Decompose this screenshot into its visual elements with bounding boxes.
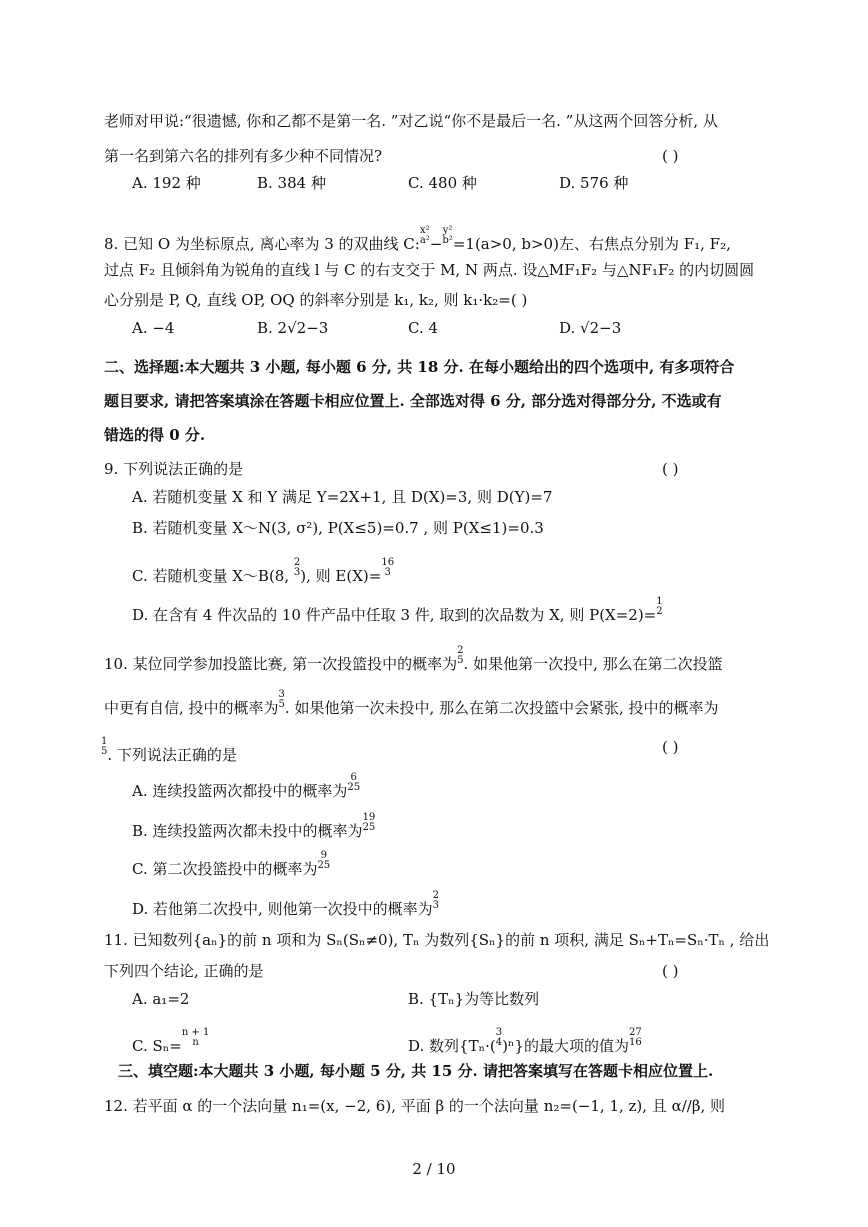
frac-den: 5	[101, 746, 108, 757]
fraction	[656, 597, 662, 617]
frac-num: 3	[495, 1027, 503, 1038]
q12-line: 12. 若平面 α 的一个法向量 n₁=(x, −2, 6), 平面 β 的一个法向量 n₂=(−1, 1, z), 且 α//β, 则	[104, 1097, 726, 1115]
frac-num: y²	[442, 225, 453, 236]
fraction	[347, 773, 360, 793]
q8-option-b: B. 2√2−3	[257, 319, 329, 337]
q10-line1	[104, 646, 723, 674]
q8-frac-x	[420, 226, 430, 246]
q9-stem: 9. 下列说法正确的是	[104, 460, 244, 478]
frac-num: 9	[320, 850, 328, 861]
q10-option-c	[132, 851, 330, 879]
q8-line1-end: =1(a>0, b>0)左、右焦点分别为 F₁, F₂,	[452, 235, 731, 253]
q9-answer-paren: ( )	[662, 460, 679, 478]
fraction	[101, 737, 107, 757]
q11-line2: 下列四个结论, 正确的是	[104, 962, 264, 980]
text: C. Sₙ=	[132, 1037, 182, 1055]
q11-line1: 11. 已知数列{aₙ}的前 n 项和为 Sₙ(Sₙ≠0), Tₙ 为数列{Sₙ}的前 n 项积, 满足 Sₙ+Tₙ=Sₙ·Tₙ , 给出	[104, 931, 770, 949]
text: . 如果他第一次未投中, 那么在第二次投篮中会紧张, 投中的概率为	[284, 699, 719, 717]
q8-line1: 8. 已知 O 为坐标原点, 离心率为 3 的双曲线 C: x² a² − y² b² =1(a>0, b>0)左、右焦点分别为 F₁, F₂,	[104, 225, 731, 253]
section3-heading: 三、填空题:本大题共 3 小题, 每小题 5 分, 共 15 分. 请把答案填写在答题卡相应位置上.	[118, 1062, 714, 1080]
q8-option-c: C. 4	[408, 319, 439, 337]
frac-num: 27	[628, 1027, 642, 1038]
fraction	[363, 813, 376, 833]
q11-option-d	[408, 1028, 642, 1056]
q10-option-b	[132, 813, 375, 841]
q11-answer-paren: ( )	[662, 962, 679, 980]
q7-option-a: A. 192 种	[132, 174, 201, 192]
frac-den: 2	[656, 606, 663, 617]
fraction	[317, 851, 330, 871]
frac-den: 5	[278, 699, 285, 710]
q11-option-c	[132, 1028, 209, 1056]
q8-line2: 过点 F₂ 且倾斜角为锐角的直线 l 与 C 的右支交于 M, N 两点. 设△MF₁F₂ 与△NF₁F₂ 的内切圆圆	[104, 261, 755, 279]
text: D. 若他第二次投中, 则他第一次投中的概率为	[132, 900, 433, 918]
frac-den: 3	[293, 567, 301, 578]
q8-option-a: A. −4	[132, 319, 175, 337]
fraction	[457, 646, 463, 666]
q7-line1: 老师对甲说:“很遗憾, 你和乙都不是第一名. ”对乙说“你不是最后一名. ”从这两个回答分析, 从	[104, 112, 718, 130]
fraction	[629, 1028, 642, 1048]
frac-num: 1	[101, 736, 108, 747]
q8-option-d: D. √2−3	[559, 319, 622, 337]
frac-den: n	[192, 1037, 199, 1048]
fraction	[496, 1028, 502, 1048]
frac-den: 25	[362, 822, 376, 833]
q7-option-b: B. 384 种	[257, 174, 326, 192]
text: 10. 某位同学参加投篮比赛, 第一次投篮投中的概率为	[104, 655, 458, 673]
text: 中更有自信, 投中的概率为	[104, 699, 279, 717]
q9-option-c	[132, 558, 394, 586]
frac-num: 1	[656, 596, 663, 607]
frac-num: 6	[350, 772, 357, 783]
q9-option-a: A. 若随机变量 X 和 Y 满足 Y=2X+1, 且 D(X)=3, 则 D(Y)=7	[132, 488, 553, 506]
q8-line3: 心分别是 P, Q, 直线 OP, OQ 的斜率分别是 k₁, k₂, 则 k₁·k₂=( )	[104, 291, 528, 309]
q10-answer-paren: ( )	[662, 738, 679, 756]
frac-num: 2	[457, 645, 464, 656]
q7-answer-paren: ( )	[662, 147, 679, 165]
section2-heading-line1: 二、选择题:本大题共 3 小题, 每小题 6 分, 共 18 分. 在每小题给出的四个选项中, 有多项符合	[104, 358, 735, 376]
fraction	[279, 690, 285, 710]
frac-den: 3	[432, 900, 439, 911]
q7-option-c: C. 480 种	[408, 174, 477, 192]
text: C. 第二次投篮投中的概率为	[132, 860, 318, 878]
q10-line3	[101, 737, 237, 765]
text: D. 数列{Tₙ·(	[408, 1037, 496, 1055]
text: )ⁿ}的最大项的值为	[502, 1037, 629, 1055]
q11-option-a: A. a₁=2	[132, 990, 190, 1008]
text: A. 连续投篮两次都投中的概率为	[132, 782, 348, 800]
fraction	[433, 891, 439, 911]
frac-num: 2	[432, 890, 439, 901]
frac-den: 16	[628, 1037, 642, 1048]
text: C. 若随机变量 X～B(8,	[132, 567, 294, 585]
frac-den: 3	[384, 567, 391, 578]
q8-frac-y	[442, 226, 452, 246]
frac-num: 3	[278, 689, 285, 700]
fraction	[381, 558, 394, 578]
frac-num: x²	[420, 225, 430, 236]
text: . 下列说法正确的是	[107, 746, 237, 764]
frac-den: 5	[457, 655, 464, 666]
frac-num: 19	[362, 812, 376, 823]
frac-num: 16	[381, 557, 395, 568]
frac-den: a²	[419, 235, 430, 246]
q9-option-d	[132, 597, 663, 625]
q10-option-a	[132, 773, 360, 801]
section2-heading-line3: 错选的得 0 分.	[104, 426, 206, 444]
fraction	[294, 558, 300, 578]
frac-den: 25	[317, 860, 331, 871]
q7-line2: 第一名到第六名的排列有多少种不同情况?	[104, 147, 383, 165]
q8-line1-start: 8. 已知 O 为坐标原点, 离心率为 3 的双曲线 C:	[104, 235, 420, 253]
q10-line2	[104, 690, 719, 718]
frac-num: n + 1	[181, 1027, 210, 1038]
q7-option-d: D. 576 种	[559, 174, 629, 192]
frac-num: 2	[293, 557, 301, 568]
q9-option-b: B. 若随机变量 X～N(3, σ²), P(X≤5)=0.7 , 则 P(X≤1)=0.3	[132, 519, 544, 537]
text: ), 则 E(X)=	[300, 567, 382, 585]
section2-heading-line2: 题目要求, 请把答案填涂在答题卡相应位置上. 全部选对得 6 分, 部分选对得部分分, 不选或有	[104, 392, 722, 410]
q11-option-b: B. {Tₙ}为等比数列	[408, 990, 540, 1008]
frac-den: 4	[495, 1037, 503, 1048]
frac-den: 25	[347, 782, 361, 793]
frac-den: b²	[442, 235, 453, 246]
page-number: 2 / 10	[412, 1160, 456, 1178]
text: . 如果他第一次投中, 那么在第二次投篮	[463, 655, 723, 673]
fraction	[182, 1028, 210, 1048]
text: D. 在含有 4 件次品的 10 件产品中任取 3 件, 取到的次品数为 X, 则 P(X=2)=	[132, 606, 657, 624]
q10-option-d	[132, 891, 439, 919]
text: B. 连续投篮两次都未投中的概率为	[132, 822, 363, 840]
